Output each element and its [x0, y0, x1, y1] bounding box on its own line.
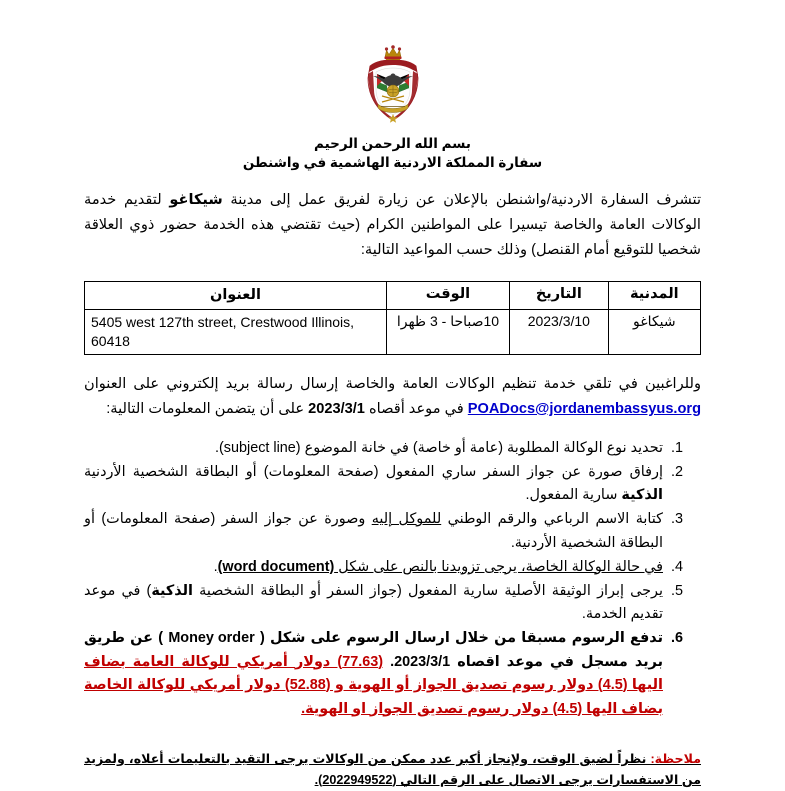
appointments-table	[84, 281, 701, 355]
cell-city: شيكاغو	[608, 310, 700, 355]
basmala-line: بسم الله الرحمن الرحيم	[314, 136, 471, 151]
cell-date: 2023/3/10	[510, 310, 609, 355]
intro-part1: تتشرف السفارة الاردنية/واشنطن بالإعلان عن زيارة لفريق عمل إلى مدينة	[222, 192, 702, 208]
email-paragraph	[84, 372, 701, 422]
item-5	[84, 580, 667, 627]
item-2-segment: إرفاق صورة عن جواز السفر ساري المفعول (صفحة المعلومات) أو البطاقة الشخصية الأردنية	[84, 463, 663, 480]
item-3-segment: للموكل إليه	[371, 511, 442, 528]
item-6-segment: Money order	[168, 630, 255, 647]
item-5-segment: ) في موعد تقديم الخدمة.	[84, 582, 663, 623]
cell-time: 10صباحا - 3 ظهرا	[386, 310, 509, 355]
item-3	[84, 508, 667, 555]
note-text: نظراً لضيق الوقت، ولإنجاز أكبر عدد ممكن من الوكالات يرجى التقيد بالتعليمات أعلاه، ولمزيد من الاستفسارات يرجى الاتصال على الرقم التالي (2022949522).	[84, 752, 701, 788]
header-date: التاريخ	[510, 282, 609, 310]
item-5-segment: الذكية	[151, 582, 193, 599]
item-4	[84, 556, 667, 580]
item-6-segment: (77.63) دولار أمريكي للوكالة العامة بضاف اليها (4.5) دولار رسوم تصديق الجواز أو الهوية و (52.88) دولار أمريكي للوكالة الخاصة بضاف اليها (4.5) دولار رسوم تصديق الجواز او الهوية.	[84, 653, 663, 717]
document-header	[84, 134, 701, 172]
item-6-segment: .	[383, 653, 395, 670]
item-2-segment: سارية المفعول.	[525, 487, 622, 504]
emblem-container	[84, 0, 701, 128]
item-4-segment: في حالة الوكالة الخاصة، يرجى تزويدنا بالنص على شكل	[334, 558, 663, 575]
item-6-segment: ) عن طريق بريد مسجل في موعد اقصاه	[84, 630, 663, 670]
header-city: المدنية	[608, 282, 700, 310]
table-header-row	[85, 282, 701, 310]
requirements-list	[84, 437, 701, 722]
email-deadline: 2023/3/1	[308, 401, 365, 417]
item-5-segment: يرجى إبراز الوثيقة الأصلية سارية المفعول (جواز السفر أو البطاقة الشخصية	[192, 582, 663, 599]
cell-address: 5405 west 127th street, Crestwood Illinois, 60418	[85, 310, 387, 355]
item-2	[84, 461, 667, 508]
item-3-segment: كتابة الاسم الرباعي والرقم الوطني	[441, 511, 663, 528]
email-link[interactable]: POADocs@jordanembassyus.org	[467, 401, 701, 417]
email-part3: على أن يتضمن المعلومات التالية:	[106, 401, 309, 417]
email-part2: في موعد أقصاه	[364, 401, 468, 417]
item-1-segment: (subject line)	[219, 439, 301, 456]
appointments-table-wrap	[84, 281, 701, 355]
item-3-segment: وصورة عن جواز السفر (صفحة المعلومات) أو البطاقة الشخصية الأردنية.	[84, 511, 663, 551]
bottom-note	[84, 749, 701, 791]
intro-part2: لتقديم خدمة الوكالات العامة والخاصة تيسيرا على المواطنين الكرام (حيث تقتضي هذه الخدمة حضور ذوي العلاقة شخصيا للتوقيع أمام القنصل) وذلك حسب المواعيد التالية:	[84, 192, 701, 258]
jordan-coat-of-arms-icon	[356, 44, 430, 128]
item-4-segment: (word document)	[217, 558, 335, 575]
note-label: ملاحظة:	[650, 752, 701, 767]
item-4-segment: .	[213, 558, 218, 575]
intro-city: شيكاغو	[169, 192, 223, 208]
intro-paragraph	[84, 188, 701, 263]
item-1-segment: .	[215, 439, 220, 456]
header-time: الوقت	[386, 282, 509, 310]
item-1	[84, 437, 667, 461]
item-6	[84, 627, 667, 721]
item-6-segment: تدفع الرسوم مسبقا من خلال ارسال الرسوم على شكل (	[254, 630, 664, 647]
item-6-segment: 2023/3/1	[394, 653, 451, 670]
email-part1: وللراغبين في تلقي خدمة تنظيم الوكالات العامة والخاصة إرسال رسالة بريد إلكتروني على العنوان	[84, 376, 701, 392]
table-row	[85, 310, 701, 355]
item-1-segment: تحديد نوع الوكالة المطلوبة (عامة أو خاصة) في خانة الموضوع	[300, 439, 663, 456]
embassy-line: سفارة المملكة الاردنية الهاشمية في واشنطن	[242, 155, 543, 170]
item-2-segment: الذكية	[621, 487, 663, 504]
header-address: العنوان	[85, 282, 387, 310]
